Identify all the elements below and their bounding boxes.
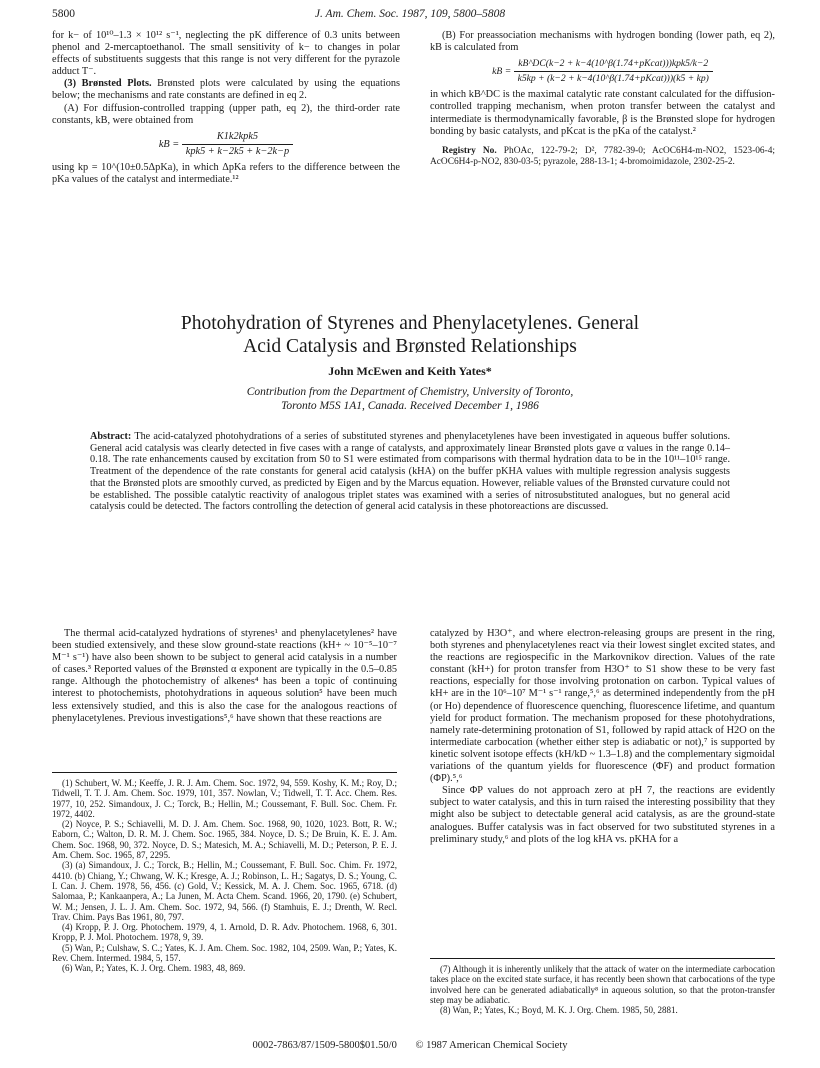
equation-denominator: k5kp + (k−2 + k−4(10^β(1.74+pKcat)))(k5 + kp)	[517, 73, 709, 85]
equation-lhs: kB =	[492, 65, 512, 77]
equation-lhs: kB =	[158, 138, 180, 150]
footnotes-left	[52, 778, 397, 974]
equation-fraction	[182, 131, 293, 158]
paragraph: (B) For preassociation mechanisms with hydrogen bonding (lower path, eq 2), kB is calculated from	[430, 30, 775, 54]
paragraph: The thermal acid-catalyzed hydrations of styrenes¹ and phenylacetylenes² have been studied extensively, and these slow ground-state reactions (kH+ ~ 10⁻⁵–10⁻⁷ M⁻¹ s⁻¹) have also been shown to be subject to general acid catalysis in a number of cases.³ Reported values of the Brønsted α exponent are typically in the 0.5–0.85 range. Although the photochemistry of alkenes⁴ has been a topic of continuing interest to photochemists, photohydrations in aqueous solution⁵ have been much less extensively studied, and this is also the case for the analogous reactions of phenylacetylenes. Previous investigations⁵,⁶ have shown that these reactions are	[52, 628, 397, 724]
equation-numerator: K1k2kpk5	[182, 131, 293, 145]
abstract	[90, 431, 730, 513]
page-footer	[0, 1040, 820, 1051]
section-heading: (3) Brønsted Plots.	[64, 78, 152, 90]
footnote: (1) Schubert, W. M.; Keeffe, J. R. J. Am. Chem. Soc. 1972, 94, 559. Koshy, K. M.; Roy, D.; Tidwell, T. T. J. Am. Chem. Soc. 1979, 101, 357. Nowlan, V.; Tidwell, T. T. Acc. Chem. Res. 1977, 10, 252. Simandoux, J. C.; Torck, B.; Hellin, M.; Coussemant, F. Bull. Soc. Chem. Fr. 1972, 4402.	[52, 778, 397, 819]
footnote: (7) Although it is inherently unlikely that the attack of water on the intermediate carbocation takes place on the excited state surface, it has recently been shown that carbocations of the type involved here can be generated adiabatically⁸ in aqueous solution, so that the proton-transfer step may be adiabatic.	[430, 964, 775, 1005]
equation-numerator: kB^DC(k−2 + k−4(10^β(1.74+pKcat)))kpk5/k−2	[514, 58, 713, 72]
prev-article-left-column	[52, 30, 400, 186]
page-number: 5800	[52, 8, 75, 20]
paragraph: for k− of 10¹⁰–1.3 × 10¹² s⁻¹, neglecting the pK difference of 0.3 units between phenol and 2-mercaptoethanol. The small sensitivity of k− to changes in polar effects of substituents suggests that this range is not very different for the pyrazole adduct T⁻.	[52, 30, 400, 78]
equation-fraction	[514, 58, 713, 85]
paragraph: using kp = 10^(10±0.5ΔpKa), in which ΔpKa refers to the difference between the pKa values of the catalyst and intermediate.¹²	[52, 161, 400, 186]
footnote: (4) Kropp, P. J. Org. Photochem. 1979, 4, 1. Arnold, D. R. Adv. Photochem. 1968, 6, 301. Kropp, P. J. Mol. Photochem. 1978, 9, 39.	[52, 922, 397, 943]
footnote-divider	[52, 772, 397, 773]
paragraph: catalyzed by H3O⁺, and where electron-releasing groups are present in the ring, both styrenes and phenylacetylenes react via their lowest singlet excited states, and the reactions are regiospecific in the Markovnikov direction. Values of the rate constant (kH+) for proton transfer from H3O⁺ to S1 show these to be very fast reactions, especially for those involving protonation on carbon. Typical values of kH+ are in the 10⁶–10⁷ M⁻¹ s⁻¹ range,⁵,⁶ as determined independently from the pH (or Ho) dependence of fluorescence quenching, fluorescence lifetime, and quantum yield for product formation. The mechanism proposed for these photohydrations, namely rate-determining protonation of S1, followed by rapid attack of H2O on the intermediate carbocation (whether either step is adiabatic or not),⁷ is supported by kinetic solvent isotope effects (kH/kD ~ 1.3–1.8) and the complementary sigmoidal variations of the quantum yields for fluorescence (ΦF) and product formation (ΦP).⁵,⁶	[430, 628, 775, 785]
affiliation-line: Contribution from the Department of Chemistry, University of Toronto,	[246, 386, 574, 398]
journal-citation: J. Am. Chem. Soc. 1987, 109, 5800–5808	[314, 8, 506, 20]
body-left-column	[52, 628, 397, 725]
footnotes-right	[430, 964, 775, 1015]
body-right-column	[430, 628, 775, 846]
footnote: (5) Wan, P.; Culshaw, S. C.; Yates, K. J. Am. Chem. Soc. 1982, 104, 2509. Wan, P.; Yates, K. Rev. Chem. Intermed. 1984, 5, 157.	[52, 942, 397, 964]
paragraph: in which kB^DC is the maximal catalytic rate constant calculated for the diffusion-controlled trapping mechanism, when proton transfer between the catalyst and intermediate is thermodynamically favorable, β is the Brønsted slope for hydrogen bonding by basic catalysts, and pKcat is the pKa of the catalyst.²	[430, 89, 775, 137]
copyright: © 1987 American Chemical Society	[415, 1040, 568, 1051]
abstract-heading: Abstract:	[90, 431, 132, 442]
affiliation-line: Toronto M5S 1A1, Canada. Received December 1, 1986	[281, 399, 539, 412]
authors: John McEwen and Keith Yates*	[328, 364, 492, 378]
registry-text: PhOAc, 122-79-2; D², 7782-39-0; AcOC6H4-m-NO2, 1523-06-4; AcOC6H4-p-NO2, 830-03-5; pyrazole, 288-13-1; 4-bromoimidazole, 2302-25-2.	[430, 145, 775, 167]
paragraph: Since ΦP values do not approach zero at pH 7, the reactions are evidently subject to water catalysis, and this in turn raised the interesting possibility that they might also be subject to detectable general acid catalysis, as are the ground-state analogues. Buffer catalysis was in fact observed for two substituted styrenes in a preliminary study,⁶ and plots of the log kHA vs. pKHA for a	[430, 785, 775, 845]
paragraph: Brønsted plots were calculated by using the equations below; the mechanisms and rate constants are defined in eq 2.	[52, 78, 400, 102]
equation	[430, 58, 775, 85]
registry-heading: Registry No.	[442, 145, 497, 156]
title-line: Acid Catalysis and Brønsted Relationships	[243, 336, 577, 357]
equation	[52, 131, 400, 158]
prev-article-right-column	[430, 30, 775, 168]
article-title	[0, 312, 820, 358]
footnote: (8) Wan, P.; Yates, K.; Boyd, M. K. J. Org. Chem. 1985, 50, 2881.	[440, 1005, 678, 1016]
equation-denominator: kpk5 + k−2k5 + k−2k−p	[185, 145, 290, 157]
publication-code: 0002-7863/87/1509-5800$01.50/0	[252, 1040, 397, 1051]
title-line: Photohydration of Styrenes and Phenylacetylenes. General	[180, 313, 640, 334]
footnote: (6) Wan, P.; Yates, K. J. Org. Chem. 1983, 48, 869.	[62, 963, 246, 974]
abstract-text: The acid-catalyzed photohydrations of a series of substituted styrenes and phenylacetylenes have been investigated in aqueous buffer solutions. General acid catalysis was clearly detected in five cases with a range of catalysts, and approximately linear Brønsted plots gave α values in the range 0.14–0.18. The rate enhancements caused by excitation from S0 to S1 were estimated from comparisons with thermal hydration data to be in the 10¹¹–10¹⁵ range. Treatment of the dependence of the rate constants for general acid catalysis (kHA) on the buffer pKHA values with multiple regression analysis suggests that the Brønsted plots are smoothly curved, as predicted by Eigen and by the Marcus equation. However, reliable values of the Brønsted curvature could not be established. The possible catalytic reactivity of analogous triplet states was examined with a series of nitrosubstituted analogues, but no general acid catalysis could be detected. The factors controlling the detection of general acid catalysis in these photoreactions are discussed.	[90, 431, 730, 513]
footnote: (2) Noyce, P. S.; Schiavelli, M. D. J. Am. Chem. Soc. 1968, 90, 1020, 1023. Bott, R. W.; Eaborn, C.; Walton, D. R. M. J. Chem. Soc. 1965, 384. Noyce, D. S.; De Bruin, K. E. J. Am. Chem. Soc. 1968, 90, 372. Noyce, D. S.; Matesich, M. A.; Schiavelli, M. D.; Peterson, P. E. J. Am. Chem. Soc. 1965, 87, 2295.	[52, 819, 397, 861]
affiliation	[0, 386, 820, 413]
footnote-divider	[430, 958, 775, 959]
footnote: (3) (a) Simandoux, J. C.; Torck, B.; Hellin, M.; Coussemant, F. Bull. Soc. Chim. Fr. 1972, 4410. (b) Chiang, Y.; Chwang, W. K.; Kresge, A. J.; Robinson, L. H.; Sagatys, D. S.; Young, C. I. Can. J. Chem. 1978, 56, 456. (c) Gold, V.; Kessick, M. A. J. Chem. Soc. 1965, 6718. (d) Salomaa, P.; Kankaanpera, A.; La Junen, M. Acta Chem. Scand. 1966, 20, 1790. (e) Schubert, W. M.; Jensen, J. L. J. Am. Chem. Soc. 1972, 94, 566. (f) Stamhuis, E. J.; Drenth, W. Recl. Trav. Chim. Pays Bas 1961, 80, 797.	[52, 860, 397, 922]
paragraph: (A) For diffusion-controlled trapping (upper path, eq 2), the third-order rate constants, kB, were obtained from	[52, 102, 400, 126]
